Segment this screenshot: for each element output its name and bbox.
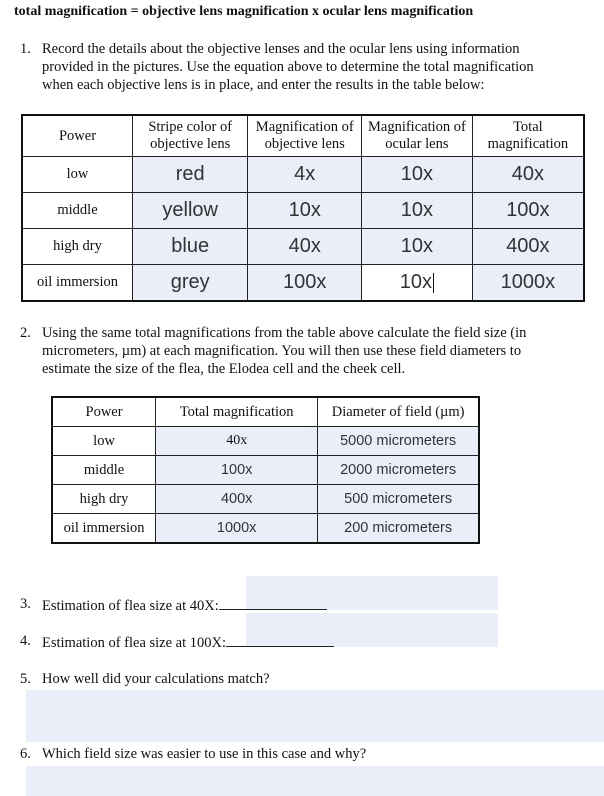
field-diameter-input[interactable]: 200 micrometers xyxy=(318,514,479,544)
text-caret xyxy=(433,273,434,293)
question-number: 4. xyxy=(20,633,31,649)
question-4 xyxy=(20,632,360,650)
objective-magnification-input[interactable]: 10x xyxy=(248,193,362,229)
total-magnification-input[interactable]: 40x xyxy=(472,157,584,193)
field-diameter-input[interactable]: 2000 micrometers xyxy=(318,456,479,485)
question-number: 3. xyxy=(20,596,31,612)
easier-field-size-answer-field[interactable] xyxy=(26,766,604,796)
question-1-line-1: Record the details about the objective lenses and the ocular lens using information xyxy=(42,41,520,57)
total-magnification-input[interactable]: 40x xyxy=(156,427,318,456)
total-magnification-input[interactable]: 100x xyxy=(156,456,318,485)
question-2-line-2: micrometers, µm) at each magnification. You will then use these field diameters to xyxy=(42,343,522,359)
header-ocular-magnification: Magnification of ocular lens xyxy=(362,115,473,157)
header-total-magnification: Total magnification xyxy=(156,397,318,427)
table-header-row xyxy=(52,397,479,427)
question-number: 6. xyxy=(20,746,31,762)
table-row xyxy=(22,265,584,302)
question-number: 5. xyxy=(20,671,31,687)
question-6-text: Which field size was easier to use in this case and why? xyxy=(42,746,367,762)
header-diameter-of-field: Diameter of field (µm) xyxy=(318,397,479,427)
power-cell: low xyxy=(52,427,156,456)
ocular-magnification-input[interactable]: 10x xyxy=(362,193,473,229)
stripe-color-input[interactable]: blue xyxy=(133,229,248,265)
question-1-line-2: provided in the pictures. Use the equation above to determine the total magnification xyxy=(42,59,534,75)
question-6 xyxy=(20,745,580,763)
stripe-color-input[interactable]: red xyxy=(133,157,248,193)
power-cell: middle xyxy=(22,193,133,229)
total-magnification-input[interactable]: 400x xyxy=(156,485,318,514)
table-header-row xyxy=(22,115,584,157)
header-power: Power xyxy=(22,115,133,157)
table-row xyxy=(22,193,584,229)
power-cell: high dry xyxy=(22,229,133,265)
question-1-line-3: when each objective lens is in place, and enter the results in the table below: xyxy=(42,77,485,93)
ocular-magnification-input[interactable]: 10x xyxy=(362,229,473,265)
question-3 xyxy=(20,595,360,613)
header-total-magnification: Total magnification xyxy=(472,115,584,157)
question-3-text: Estimation of flea size at 40X: xyxy=(42,598,219,614)
question-1 xyxy=(20,40,590,96)
question-2-line-1: Using the same total magnifications from the table above calculate the field size (in xyxy=(42,325,527,341)
ocular-magnification-input-active[interactable] xyxy=(362,265,473,302)
answer-line xyxy=(226,632,334,647)
table-row xyxy=(22,157,584,193)
question-number: 2. xyxy=(20,325,31,341)
header-stripe-color: Stripe color of objective lens xyxy=(133,115,248,157)
question-number: 1. xyxy=(20,41,31,57)
table-row xyxy=(22,229,584,265)
table-row xyxy=(52,485,479,514)
total-magnification-input[interactable]: 400x xyxy=(472,229,584,265)
page-heading: total magnification = objective lens magnification x ocular lens magnification xyxy=(14,4,474,19)
objective-magnification-input[interactable]: 40x xyxy=(248,229,362,265)
question-5 xyxy=(20,670,520,688)
table-row xyxy=(52,427,479,456)
stripe-color-input[interactable]: grey xyxy=(133,265,248,302)
power-cell: oil immersion xyxy=(22,265,133,302)
field-diameter-table xyxy=(51,396,480,544)
total-magnification-input[interactable]: 100x xyxy=(472,193,584,229)
field-diameter-input[interactable]: 5000 micrometers xyxy=(318,427,479,456)
power-cell: high dry xyxy=(52,485,156,514)
power-cell: low xyxy=(22,157,133,193)
question-2-line-3: estimate the size of the flea, the Elodea cell and the cheek cell. xyxy=(42,361,406,377)
power-cell: oil immersion xyxy=(52,514,156,544)
total-magnification-input[interactable]: 1000x xyxy=(472,265,584,302)
header-objective-magnification: Magnification of objective lens xyxy=(248,115,362,157)
total-magnification-input[interactable]: 1000x xyxy=(156,514,318,544)
calculation-match-answer-field[interactable] xyxy=(26,690,604,742)
objective-magnification-input[interactable]: 4x xyxy=(248,157,362,193)
field-diameter-input[interactable]: 500 micrometers xyxy=(318,485,479,514)
header-power: Power xyxy=(52,397,156,427)
magnification-table xyxy=(21,114,585,302)
table-row xyxy=(52,514,479,544)
question-4-text: Estimation of flea size at 100X: xyxy=(42,635,227,651)
stripe-color-input[interactable]: yellow xyxy=(133,193,248,229)
question-2 xyxy=(20,324,590,380)
active-input-text: 10x xyxy=(399,271,433,293)
table-row xyxy=(52,456,479,485)
question-5-text: How well did your calculations match? xyxy=(42,671,270,687)
ocular-magnification-input[interactable]: 10x xyxy=(362,157,473,193)
answer-line xyxy=(219,595,327,610)
power-cell: middle xyxy=(52,456,156,485)
objective-magnification-input[interactable]: 100x xyxy=(248,265,362,302)
